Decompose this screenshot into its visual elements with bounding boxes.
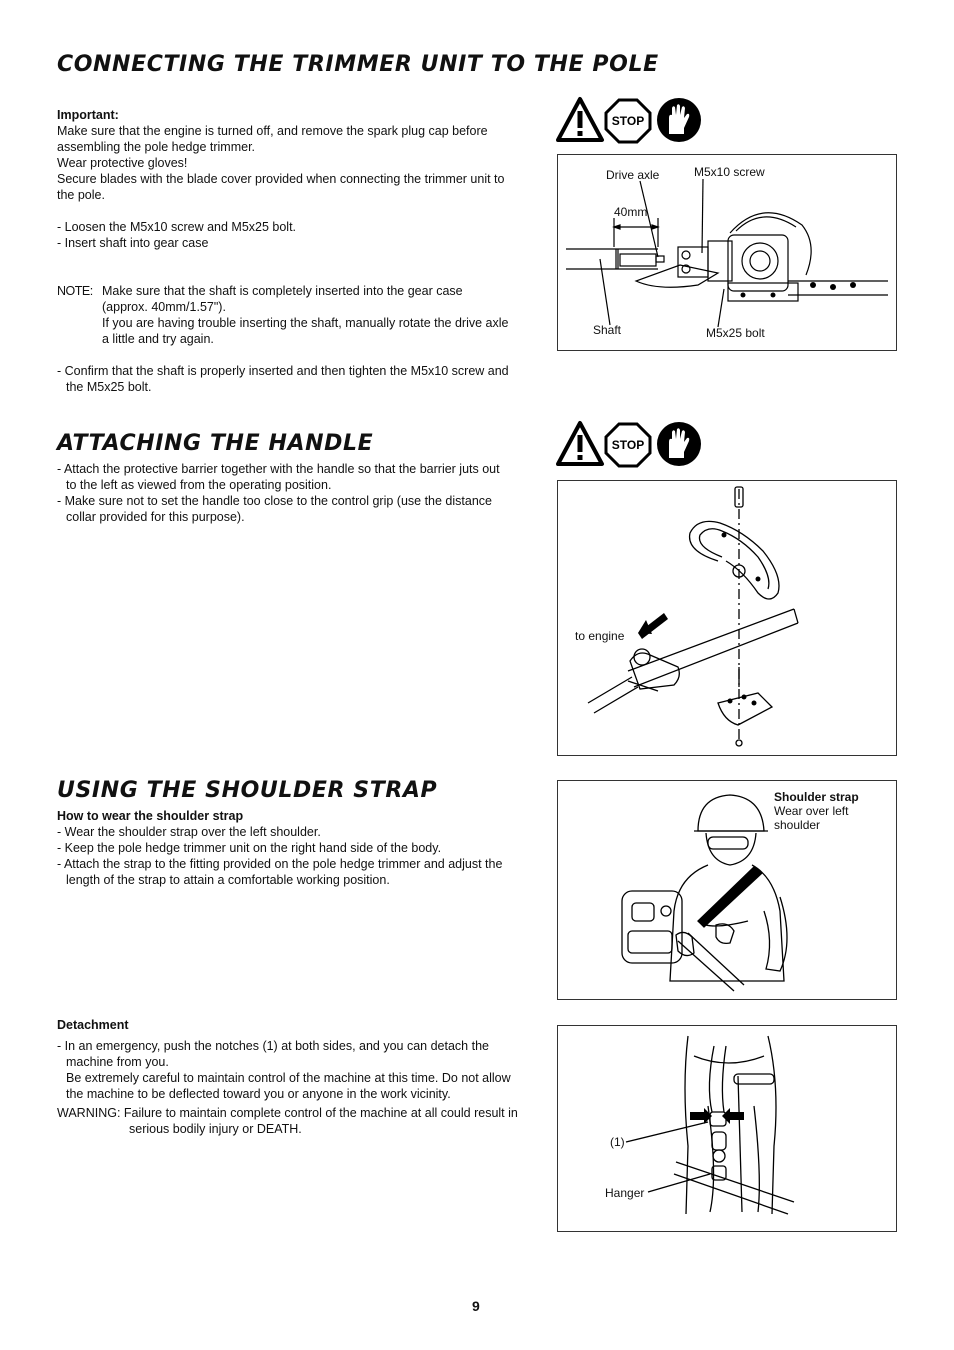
label-hanger: Hanger xyxy=(605,1186,645,1200)
page-number: 9 xyxy=(472,1298,480,1314)
safety-icons-row xyxy=(556,420,704,468)
confirm-line: the M5x25 bolt. xyxy=(66,380,152,394)
strap-callout-title: Shoulder strap xyxy=(774,790,859,804)
detachment-line: machine from you. xyxy=(66,1055,169,1069)
label-drive-axle: Drive axle xyxy=(606,168,660,182)
note-label: NOTE: xyxy=(57,284,93,298)
important-label: Important: xyxy=(57,108,119,122)
figure-handle-attachment xyxy=(557,480,897,756)
section3-text-block xyxy=(57,808,547,888)
step-text: - Insert shaft into gear case xyxy=(57,236,209,250)
detachment-line: the machine to be deflected toward you or anyone in the work vicinity. xyxy=(66,1087,451,1101)
label-dimension-40mm: 40mm xyxy=(614,205,648,219)
confirm-line: - Confirm that the shaft is properly inserted and then tighten the M5x10 screw and xyxy=(57,364,509,378)
label-to-engine: to engine xyxy=(575,629,625,643)
warning-line: serious bodily injury or DEATH. xyxy=(129,1122,302,1136)
label-notch-1: (1) xyxy=(610,1135,625,1149)
note-line: If you are having trouble inserting the shaft, manually rotate the drive axle xyxy=(102,316,509,330)
section1-important-block xyxy=(57,107,547,251)
stop-icon xyxy=(606,424,650,466)
handle-bullet-line: - Make sure not to set the handle too close to the control grip (use the distance xyxy=(57,494,492,508)
section-title-connecting: CONNECTING THE TRIMMER UNIT TO THE POLE xyxy=(57,52,659,77)
safety-icons-row xyxy=(556,96,704,144)
important-line: Wear protective gloves! xyxy=(57,156,188,170)
strap-bullet-line: - Keep the pole hedge trimmer unit on the right hand side of the body. xyxy=(57,841,442,855)
section4-subhead-block xyxy=(57,1017,547,1033)
figure-trimmer-connection xyxy=(557,154,897,351)
strap-callout xyxy=(774,790,859,832)
note-line: a little and try again. xyxy=(102,332,214,346)
figure-detachment xyxy=(557,1025,897,1232)
important-line: assembling the pole hedge trimmer. xyxy=(57,140,256,154)
strap-callout-line: shoulder xyxy=(774,818,821,832)
section-title-attaching-handle: ATTACHING THE HANDLE xyxy=(57,431,374,456)
figure-shoulder-strap xyxy=(557,780,897,1000)
warning-line: WARNING: Failure to maintain complete control of the machine at all could result in xyxy=(57,1106,518,1120)
section1-note-block xyxy=(57,283,547,347)
important-line: Secure blades with the blade cover provided when connecting the trimmer unit to xyxy=(57,172,505,186)
strap-bullet-line: - Attach the strap to the fitting provided on the pole hedge trimmer and adjust the xyxy=(57,857,503,871)
detachment-line: Be extremely careful to maintain control of the machine at this time. Do not allow xyxy=(66,1071,511,1085)
strap-subhead: How to wear the shoulder strap xyxy=(57,809,244,823)
strap-callout-line: Wear over left xyxy=(774,804,849,818)
stop-icon-text: STOP xyxy=(611,438,645,452)
strap-bullet-line: length of the strap to attain a comfortable working position. xyxy=(66,873,390,887)
label-m5x10-screw: M5x10 screw xyxy=(694,165,765,179)
label-shaft: Shaft xyxy=(593,323,622,337)
important-line: Make sure that the engine is turned off, and remove the spark plug cap before xyxy=(57,124,488,138)
gloves-icon xyxy=(657,422,701,466)
section1-confirm-block xyxy=(57,363,557,395)
warning-icon xyxy=(558,99,602,140)
step-text: - Loosen the M5x10 screw and M5x25 bolt. xyxy=(57,220,297,234)
label-m5x25-bolt: M5x25 bolt xyxy=(706,326,765,340)
gloves-icon xyxy=(657,98,701,142)
handle-bullet-line: - Attach the protective barrier together with the handle so that the barrier juts out xyxy=(57,462,500,476)
warning-icon xyxy=(558,423,602,464)
stop-icon-text: STOP xyxy=(611,114,645,128)
handle-bullet-line: collar provided for this purpose). xyxy=(66,510,245,524)
section4-text-block xyxy=(57,1038,547,1137)
detachment-line: - In an emergency, push the notches (1) at both sides, and you can detach the xyxy=(57,1039,489,1053)
important-line: the pole. xyxy=(57,188,105,202)
note-line: (approx. 40mm/1.57"). xyxy=(102,300,226,314)
detachment-subhead: Detachment xyxy=(57,1018,129,1032)
section-title-shoulder-strap: USING THE SHOULDER STRAP xyxy=(57,778,438,803)
strap-bullet-line: - Wear the shoulder strap over the left shoulder. xyxy=(57,825,321,839)
handle-bullet-line: to the left as viewed from the operating position. xyxy=(66,478,332,492)
note-line: Make sure that the shaft is completely inserted into the gear case xyxy=(102,284,463,298)
stop-icon xyxy=(606,100,650,142)
section2-text-block xyxy=(57,461,547,525)
